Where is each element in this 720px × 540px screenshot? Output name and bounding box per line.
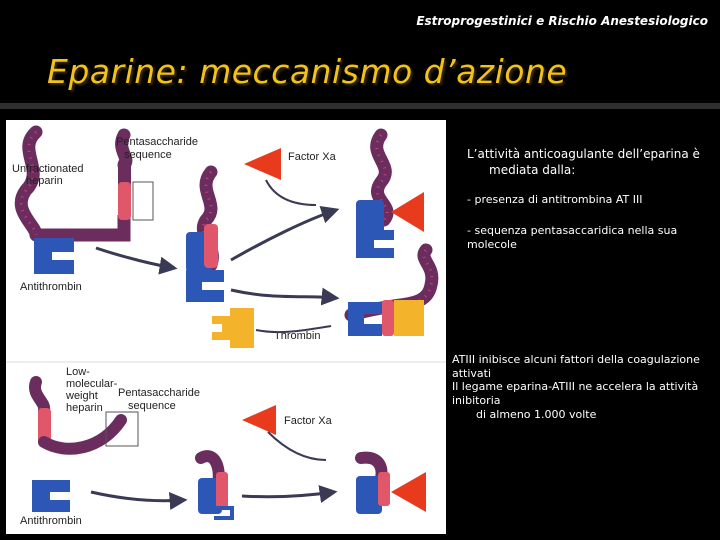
heparin-mechanism-figure xyxy=(6,120,446,534)
label-pentasaccharide-2b: sequence xyxy=(128,400,176,412)
text-pentasaccharide-sequence: - sequenza pentasaccaridica nella sua molecole xyxy=(467,224,678,251)
label-factor-xa-2: Factor Xa xyxy=(284,415,332,427)
heparin-at-xa-complex xyxy=(356,135,424,258)
label-antithrombin-1: Antithrombin xyxy=(20,281,82,293)
antithrombin-shape-1 xyxy=(34,238,74,274)
label-thrombin: Thrombin xyxy=(274,330,321,342)
text-activity-line1: L’attività anticoagulante dell’eparina è xyxy=(467,147,700,161)
arrow-binding-2 xyxy=(91,492,184,501)
label-pentasaccharide-2a: Pentasaccharide xyxy=(118,387,200,399)
label-lmwh-c: weight xyxy=(66,390,98,402)
label-antithrombin-2: Antithrombin xyxy=(20,515,82,527)
factor-xa-shape-2 xyxy=(242,405,276,435)
label-unfractionated-a: Unfractionated xyxy=(12,163,84,175)
label-pentasaccharide-1a: Pentasaccharide xyxy=(116,136,198,148)
text-binding-accelerates xyxy=(452,380,720,422)
heparin-antithrombin-complex-1 xyxy=(186,172,224,302)
label-factor-xa-1: Factor Xa xyxy=(288,151,336,163)
text-activity-mediation xyxy=(467,146,707,178)
arrow-binding-1 xyxy=(96,248,174,268)
text-antithrombin-presence: - presenza di antitrombina AT III xyxy=(467,193,643,206)
heparin-at-thrombin-complex xyxy=(348,250,432,336)
text-binding-line1: Il legame eparina-ATIII ne accelera la attività inibitoria xyxy=(452,380,699,407)
antithrombin-shape-2 xyxy=(32,480,70,512)
slide-title: Eparine: meccanismo d’azione xyxy=(47,52,568,91)
arrow-xa-path-2 xyxy=(268,432,326,460)
arrow-to-xa-complex-2 xyxy=(242,492,334,497)
factor-xa-shape-1 xyxy=(244,148,281,180)
arrow-xa-path xyxy=(266,180,316,205)
mechanism-diagram xyxy=(6,120,446,534)
arrow-to-thrombin-complex xyxy=(231,290,336,298)
label-lmwh-d: heparin xyxy=(66,402,103,414)
slide-header: Estroprogestinici e Rischio Anestesiologico xyxy=(416,14,708,28)
label-pentasaccharide-1b: sequence xyxy=(124,149,172,161)
label-unfractionated-b: heparin xyxy=(26,175,63,187)
text-atiii-inhibits: ATIII inibisce alcuni fattori della coagulazione attivati xyxy=(452,353,700,380)
heparin-antithrombin-complex-2 xyxy=(198,456,232,518)
lmwh-at-xa-complex xyxy=(356,458,426,514)
label-lmwh-b: molecular- xyxy=(66,378,118,390)
title-divider xyxy=(0,103,720,109)
text-activity-line2: mediata dalla: xyxy=(489,163,576,177)
thrombin-shape xyxy=(212,308,254,348)
text-binding-line2: di almeno 1.000 volte xyxy=(476,408,597,421)
label-lmwh-a: Low- xyxy=(66,366,90,378)
arrow-to-xa-complex xyxy=(231,210,336,260)
